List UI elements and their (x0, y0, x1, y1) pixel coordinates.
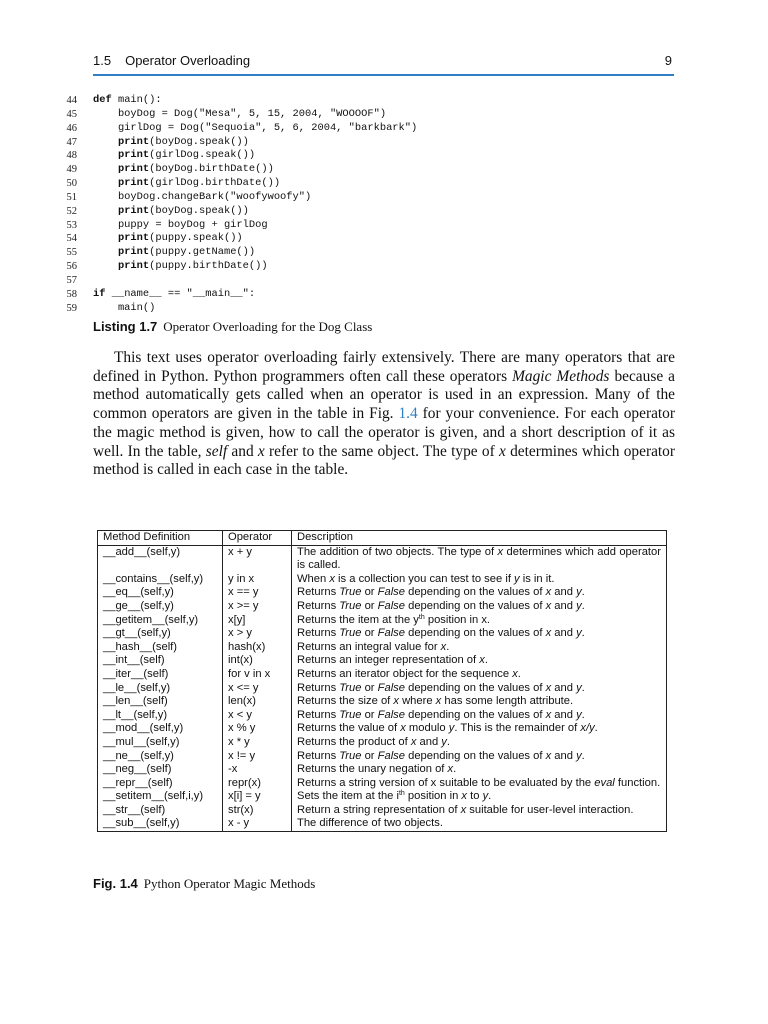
section-title: Operator Overloading (125, 53, 251, 68)
description-cell (292, 736, 667, 750)
magic-methods-table (97, 530, 667, 832)
paragraph-emphasis: x (498, 442, 506, 460)
description-emphasis: False (377, 599, 405, 612)
description-emphasis: x (461, 790, 468, 803)
description-superscript: th (418, 613, 425, 621)
description-text: . (581, 586, 585, 599)
code-text: girlDog = Dog("Sequoia", 5, 6, 2004, "barkbark") (93, 121, 418, 134)
description-text: Returns the product of (297, 735, 411, 748)
code-text: print(puppy.birthDate()) (117, 260, 268, 273)
description-cell (292, 586, 667, 600)
description-text: . (453, 763, 457, 776)
table-row (98, 654, 667, 668)
code-text: def main(): (93, 94, 162, 106)
description-emphasis: x (545, 681, 552, 694)
description-text: or (361, 586, 378, 599)
description-text: . (581, 599, 585, 612)
description-cell (292, 709, 667, 723)
description-cell (292, 627, 667, 641)
code-line (60, 122, 680, 136)
description-text: or (361, 681, 378, 694)
table-row (98, 804, 667, 818)
table-row (98, 668, 667, 682)
operator-cell: int(x) (223, 654, 292, 668)
operator-cell: x[i] = y (223, 790, 292, 804)
method-cell: __add__(self,y) (98, 545, 223, 573)
description-emphasis: y (576, 708, 582, 721)
description-emphasis: x/y (580, 722, 595, 735)
method-cell: __lt__(self,y) (98, 709, 223, 723)
code-text: print(boyDog.speak()) (117, 204, 249, 217)
description-text: position in (404, 790, 462, 803)
method-cell: __gt__(self,y) (98, 627, 223, 641)
description-text: or (361, 599, 378, 612)
code-text: print(puppy.getName()) (117, 246, 256, 259)
operator-cell: x + y (223, 545, 292, 573)
line-number: 44 (66, 95, 77, 106)
description-text: When (297, 572, 330, 585)
operator-cell: x != y (223, 750, 292, 764)
code-line (60, 260, 680, 274)
line-number: 46 (66, 122, 77, 134)
description-cell (292, 682, 667, 696)
table-row (98, 600, 667, 614)
description-text: . (517, 667, 521, 680)
page-number: 9 (664, 53, 672, 68)
description-text: or (361, 749, 378, 762)
code-keyword: print (117, 177, 150, 190)
description-emphasis: y (576, 586, 582, 599)
operator-cell: x % y (223, 722, 292, 736)
code-line (60, 94, 680, 108)
description-text: Returns an integer representation of (297, 654, 480, 667)
line-number: 48 (66, 150, 77, 162)
description-text: . (446, 735, 450, 748)
description-emphasis: x (545, 749, 552, 762)
description-cell (292, 654, 667, 668)
code-line (60, 288, 680, 302)
paragraph-text: This text uses operator overloading fairly extensively. There are many operators that are defined in Python. Python programmers often call these operators (93, 349, 675, 385)
line-number: 56 (66, 261, 77, 273)
description-emphasis: True (339, 586, 362, 599)
line-number: 57 (66, 274, 77, 286)
running-header (93, 52, 674, 74)
table-row (98, 641, 667, 655)
description-cell (292, 695, 667, 709)
description-emphasis: x (410, 735, 417, 748)
method-cell: __ge__(self,y) (98, 600, 223, 614)
description-text: or (361, 708, 378, 721)
section-heading (93, 53, 250, 68)
method-cell: __len__(self) (98, 695, 223, 709)
description-text: and (551, 599, 577, 612)
code-line (60, 108, 680, 122)
description-emphasis: y (482, 790, 489, 803)
code-text: print(girlDog.speak()) (117, 149, 256, 162)
code-text: print(puppy.speak()) (117, 232, 243, 245)
operator-cell: str(x) (223, 804, 292, 818)
description-emphasis: False (377, 708, 405, 721)
line-number: 49 (66, 164, 77, 176)
description-emphasis: y (576, 681, 582, 694)
description-text: where (398, 695, 436, 708)
description-text: and (551, 586, 577, 599)
code-text: print(boyDog.speak()) (117, 135, 249, 148)
description-emphasis: y (448, 722, 455, 735)
description-emphasis: y (576, 627, 582, 640)
description-text: or (361, 627, 378, 640)
description-emphasis: False (377, 749, 405, 762)
code-line (60, 302, 680, 316)
line-number: 50 (66, 178, 77, 190)
method-cell: __contains__(self,y) (98, 573, 223, 587)
description-text: function. (614, 776, 661, 789)
code-keyword: print (117, 163, 150, 176)
description-cell (292, 641, 667, 655)
listing-caption-text: Operator Overloading for the Dog Class (163, 319, 373, 334)
method-cell: __sub__(self,y) (98, 817, 223, 831)
description-text: depending on the values of (405, 708, 546, 721)
table-row (98, 709, 667, 723)
table-row (98, 586, 667, 600)
description-emphasis: x (329, 572, 335, 585)
code-keyword: print (117, 232, 150, 245)
description-emphasis: x (400, 722, 406, 735)
description-emphasis: y (576, 749, 582, 762)
operator-cell: hash(x) (223, 641, 292, 655)
body-paragraph (93, 349, 675, 480)
code-text: print(boyDog.birthDate()) (117, 163, 274, 176)
description-text: is a collection you can test to see if (334, 572, 515, 585)
description-text: depending on the values of (405, 681, 546, 694)
description-text: depending on the values of (405, 627, 546, 640)
table-row (98, 736, 667, 750)
description-emphasis: x (545, 627, 552, 640)
description-emphasis: x (435, 695, 442, 708)
line-number: 47 (66, 136, 77, 148)
code-line (60, 219, 680, 233)
method-cell: __getitem__(self,y) (98, 614, 223, 628)
method-cell: __mul__(self,y) (98, 736, 223, 750)
operator-cell: x == y (223, 586, 292, 600)
operator-cell: x < y (223, 709, 292, 723)
paragraph-text: for your convenience. For each operator the magic method is given, how to call the operator is given, and a short description of it as well. In the table, (93, 405, 675, 460)
description-text: Returns (297, 586, 340, 599)
description-text: determines which add operator is called. (297, 545, 661, 572)
description-emphasis: eval (594, 776, 615, 789)
description-text: depending on the values of (405, 586, 546, 599)
description-text: is in it. (519, 572, 555, 585)
code-line (60, 205, 680, 219)
code-line (60, 149, 680, 163)
paragraph-text: because a method automatically gets called when an operator is used in an expression. Many of the common operators are given in the table in Fig. (93, 367, 675, 423)
figure-label: Fig. 1.4 (93, 876, 138, 891)
table-body (98, 545, 667, 831)
description-emphasis: x (512, 667, 518, 680)
description-text: Returns the size of (297, 695, 394, 708)
operator-cell: x[y] (223, 614, 292, 628)
method-cell: __eq__(self,y) (98, 586, 223, 600)
code-line (60, 232, 680, 246)
method-cell: __repr__(self) (98, 777, 223, 791)
operator-cell: repr(x) (223, 777, 292, 791)
description-text: Returns (297, 708, 340, 721)
code-text: boyDog.changeBark("woofywoofy") (93, 190, 312, 203)
figure-caption-text: Python Operator Magic Methods (143, 876, 316, 891)
method-cell: __hash__(self) (98, 641, 223, 655)
table-row (98, 682, 667, 696)
code-text: puppy = boyDog + girlDog (93, 218, 268, 231)
description-text: Returns an integral value for (297, 640, 441, 653)
code-keyword: print (117, 260, 150, 273)
description-cell (292, 790, 667, 804)
table-row (98, 777, 667, 791)
description-cell (292, 763, 667, 777)
code-text: main() (93, 301, 156, 314)
description-emphasis: x (460, 803, 467, 816)
code-keyword: def (93, 94, 112, 106)
line-number: 51 (66, 191, 77, 203)
description-text: . (581, 627, 585, 640)
description-text: modulo (405, 722, 449, 735)
description-emphasis: y (514, 572, 520, 585)
description-cell (292, 573, 667, 587)
operator-cell: -x (223, 763, 292, 777)
figure-reference-link[interactable]: 1.4 (398, 405, 418, 423)
code-text: print(girlDog.birthDate()) (117, 177, 281, 190)
description-text: . (446, 640, 450, 653)
description-text: has some length attribute. (441, 695, 574, 708)
description-text: . This is the remainder of (454, 722, 581, 735)
method-cell: __ne__(self,y) (98, 750, 223, 764)
description-text: and (551, 627, 577, 640)
description-emphasis: x (545, 586, 552, 599)
description-cell (292, 750, 667, 764)
description-text: Returns (297, 681, 340, 694)
table-row (98, 627, 667, 641)
code-line (60, 246, 680, 260)
description-cell (292, 545, 667, 573)
paragraph-emphasis: Magic Methods (512, 367, 610, 385)
description-text: Returns (297, 599, 340, 612)
code-listing (60, 94, 680, 316)
description-text: Returns (297, 627, 340, 640)
line-number: 58 (66, 288, 77, 300)
description-emphasis: x (545, 599, 552, 612)
table-header-row (98, 531, 667, 546)
description-emphasis: x (440, 640, 447, 653)
description-text: Returns a string version of x suitable to be evaluated by the (297, 776, 595, 789)
listing-label: Listing 1.7 (93, 319, 158, 334)
header-rule (93, 74, 674, 76)
method-cell: __neg__(self) (98, 763, 223, 777)
column-header-method: Method Definition (98, 531, 223, 546)
description-emphasis: True (339, 708, 362, 721)
paragraph-text: and (227, 442, 258, 460)
description-text: Returns the item at the y (297, 613, 419, 626)
description-text: and (416, 735, 442, 748)
code-keyword: if (93, 287, 106, 300)
description-emphasis: False (377, 586, 405, 599)
description-cell (292, 777, 667, 791)
line-number: 55 (66, 247, 77, 259)
description-emphasis: False (377, 681, 405, 694)
description-text: depending on the values of (405, 749, 546, 762)
description-cell (292, 817, 667, 831)
description-text: . (581, 749, 585, 762)
description-emphasis: x (393, 695, 399, 708)
description-text: and (551, 708, 577, 721)
description-emphasis: True (339, 681, 362, 694)
code-line (60, 136, 680, 150)
method-cell: __mod__(self,y) (98, 722, 223, 736)
operator-cell: x <= y (223, 682, 292, 696)
method-cell: __le__(self,y) (98, 682, 223, 696)
code-line (60, 274, 680, 288)
listing-caption (93, 319, 372, 335)
description-text: Sets the item at the i (297, 790, 399, 803)
description-emphasis: x (479, 654, 485, 667)
description-text: to (467, 790, 483, 803)
operator-cell: for v in x (223, 668, 292, 682)
description-cell (292, 600, 667, 614)
description-emphasis: x (447, 763, 454, 776)
paragraph-emphasis: self (205, 442, 228, 460)
description-emphasis: True (339, 749, 362, 762)
description-text: and (551, 749, 577, 762)
table-row (98, 817, 667, 831)
code-text: if __name__ == "__main__": (93, 287, 256, 300)
line-number: 45 (66, 108, 77, 120)
operator-cell: x > y (223, 627, 292, 641)
description-emphasis: y (576, 599, 582, 612)
method-cell: __str__(self) (98, 804, 223, 818)
operator-cell: x - y (223, 817, 292, 831)
description-text: . (488, 790, 492, 803)
description-cell (292, 668, 667, 682)
description-text: Returns an iterator object for the sequence (297, 667, 513, 680)
description-text: depending on the values of (405, 599, 546, 612)
description-cell (292, 804, 667, 818)
description-emphasis: False (377, 627, 405, 640)
method-cell: __iter__(self) (98, 668, 223, 682)
table-row (98, 763, 667, 777)
method-cell: __int__(self) (98, 654, 223, 668)
table-row (98, 790, 667, 804)
description-text: . (581, 681, 585, 694)
figure-caption (93, 876, 315, 892)
description-text: Returns the value of (297, 722, 401, 735)
description-text: suitable for user-level interaction. (466, 803, 634, 816)
operator-cell: len(x) (223, 695, 292, 709)
description-text: . (594, 722, 598, 735)
section-number: 1.5 (93, 53, 112, 68)
description-text: and (551, 681, 577, 694)
table-row (98, 545, 667, 573)
table-row (98, 695, 667, 709)
code-keyword: print (117, 149, 150, 162)
description-text: The difference of two objects. (297, 817, 443, 830)
code-keyword: print (117, 204, 150, 217)
method-cell: __setitem__(self,i,y) (98, 790, 223, 804)
table-row (98, 573, 667, 587)
operator-cell: x >= y (223, 600, 292, 614)
table-row (98, 750, 667, 764)
description-emphasis: True (339, 627, 362, 640)
code-line (60, 163, 680, 177)
paragraph-emphasis: x (257, 442, 265, 460)
operator-cell: y in x (223, 573, 292, 587)
code-keyword: print (117, 135, 150, 148)
line-number: 53 (66, 219, 77, 231)
operator-cell: x * y (223, 736, 292, 750)
line-number: 52 (66, 205, 77, 217)
description-cell (292, 614, 667, 628)
column-header-operator: Operator (223, 531, 292, 546)
description-text: Return a string representation of (297, 803, 461, 816)
line-number: 59 (66, 302, 77, 314)
column-header-description: Description (292, 531, 667, 546)
description-emphasis: True (339, 599, 362, 612)
description-text: Returns the unary negation of (297, 763, 448, 776)
description-emphasis: x (497, 545, 504, 558)
description-text: position in x. (424, 613, 491, 626)
description-text: The addition of two objects. The type of (297, 545, 498, 558)
code-text: boyDog = Dog("Mesa", 5, 15, 2004, "WOOOOF") (93, 107, 387, 120)
code-keyword: print (117, 246, 150, 259)
description-superscript: th (398, 790, 405, 798)
description-cell (292, 722, 667, 736)
code-line (60, 191, 680, 205)
paragraph-text: determines which operator method is called in each case in the table. (93, 442, 676, 479)
paragraph-text: refer to the same object. The type of (264, 442, 499, 460)
description-text: Returns (297, 749, 340, 762)
description-emphasis: x (545, 708, 552, 721)
table-row (98, 614, 667, 628)
description-text: . (484, 654, 488, 667)
code-line (60, 177, 680, 191)
description-emphasis: y (441, 735, 447, 748)
table-row (98, 722, 667, 736)
line-number: 54 (66, 233, 77, 245)
description-text: . (581, 708, 585, 721)
